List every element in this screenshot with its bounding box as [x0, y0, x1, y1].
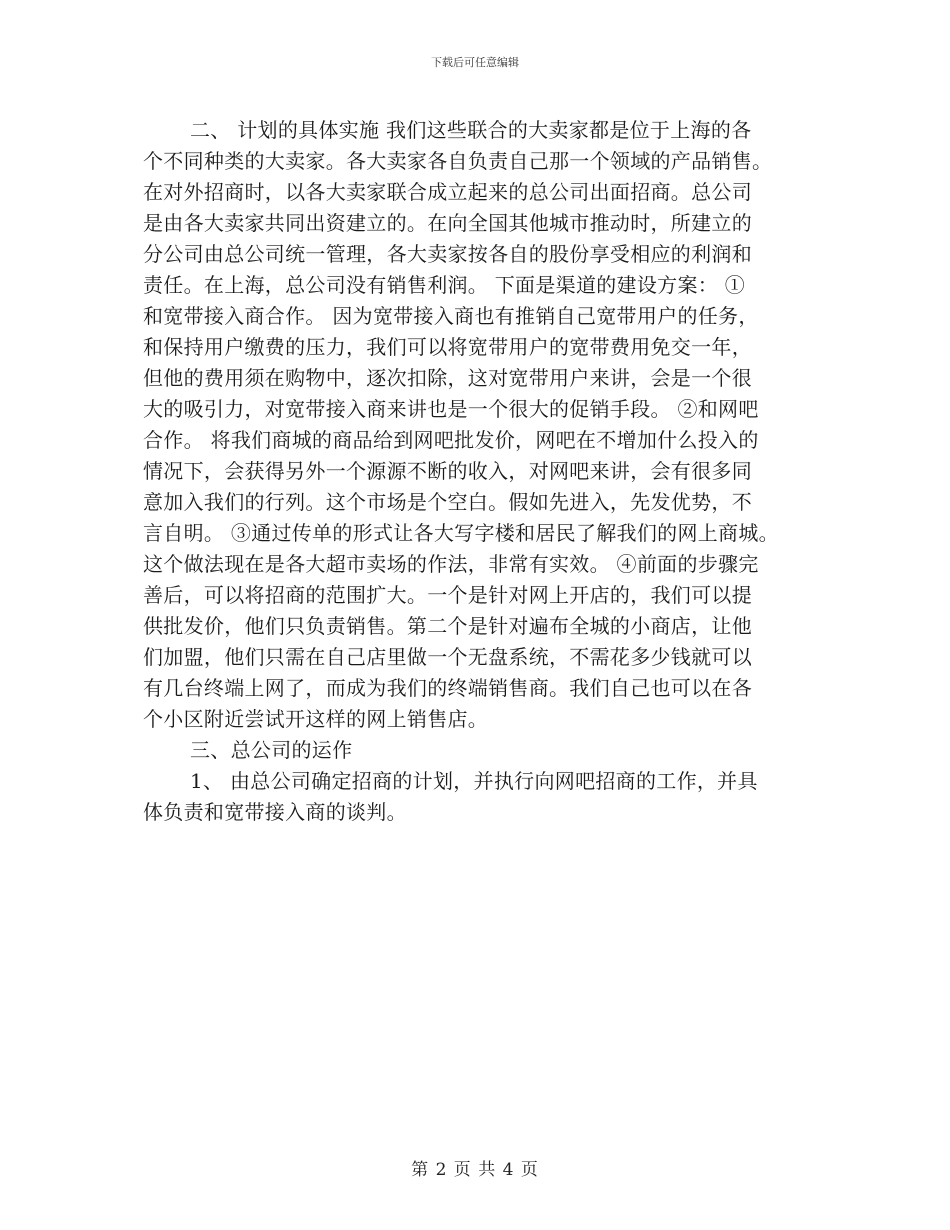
- body-line: 个小区附近尝试开这样的网上销售店。: [143, 707, 489, 731]
- body-line: 体负责和宽带接入商的谈判。: [143, 800, 407, 824]
- body-line: 们加盟，他们只需在自己店里做一个无盘系统，不需花多少钱就可以: [143, 645, 752, 669]
- body-line: 二、 计划的具体实施 我们这些联合的大卖家都是位于上海的各: [190, 118, 752, 142]
- body-line: 在对外招商时，以各大卖家联合成立起来的总公司出面招商。总公司: [143, 180, 752, 204]
- section-heading: 三、总公司的运作: [190, 738, 353, 762]
- body-line: 这个做法现在是各大超市卖场的作法，非常有实效。 ④前面的步骤完: [143, 552, 759, 576]
- body-line: 供批发价，他们只负责销售。第二个是针对遍布全城的小商店，让他: [143, 614, 752, 638]
- body-line: 善后，可以将招商的范围扩大。一个是针对网上开店的，我们可以提: [143, 583, 752, 607]
- body-line: 大的吸引力，对宽带接入商来讲也是一个很大的促销手段。 ②和网吧: [143, 397, 759, 421]
- body-line: 分公司由总公司统一管理，各大卖家按各自的股份享受相应的利润和: [143, 242, 752, 266]
- page-header: 下载后可任意编辑: [431, 56, 519, 69]
- body-line: 但他的费用须在购物中，逐次扣除，这对宽带用户来讲，会是一个很: [143, 366, 752, 390]
- body-line: 有几台终端上网了，而成为我们的终端销售商。我们自己也可以在各: [143, 676, 752, 700]
- body-line: 1、 由总公司确定招商的计划，并执行向网吧招商的工作，并具: [190, 769, 758, 793]
- body-line: 和宽带接入商合作。 因为宽带接入商也有推销自己宽带用户的任务，: [143, 304, 759, 328]
- page-number-footer: 第 2 页 共 4 页: [411, 1160, 539, 1180]
- body-line: 合作。 将我们商城的商品给到网吧批发价，网吧在不增加什么投入的: [143, 428, 759, 452]
- body-line: 是由各大卖家共同出资建立的。在向全国其他城市推动时，所建立的: [143, 211, 752, 235]
- body-line: 责任。在上海，总公司没有销售利润。 下面是渠道的建设方案： ①: [143, 273, 746, 297]
- body-line: 和保持用户缴费的压力，我们可以将宽带用户的宽带费用免交一年，: [143, 335, 752, 359]
- body-line: 情况下，会获得另外一个源源不断的收入，对网吧来讲，会有很多同: [143, 459, 752, 483]
- body-line: 言自明。 ③通过传单的形式让各大写字楼和居民了解我们的网上商城。: [143, 521, 779, 545]
- body-line: 个不同种类的大卖家。各大卖家各自负责自己那一个领域的产品销售。: [143, 149, 773, 173]
- body-line: 意加入我们的行列。这个市场是个空白。假如先进入，先发优势，不: [143, 490, 752, 514]
